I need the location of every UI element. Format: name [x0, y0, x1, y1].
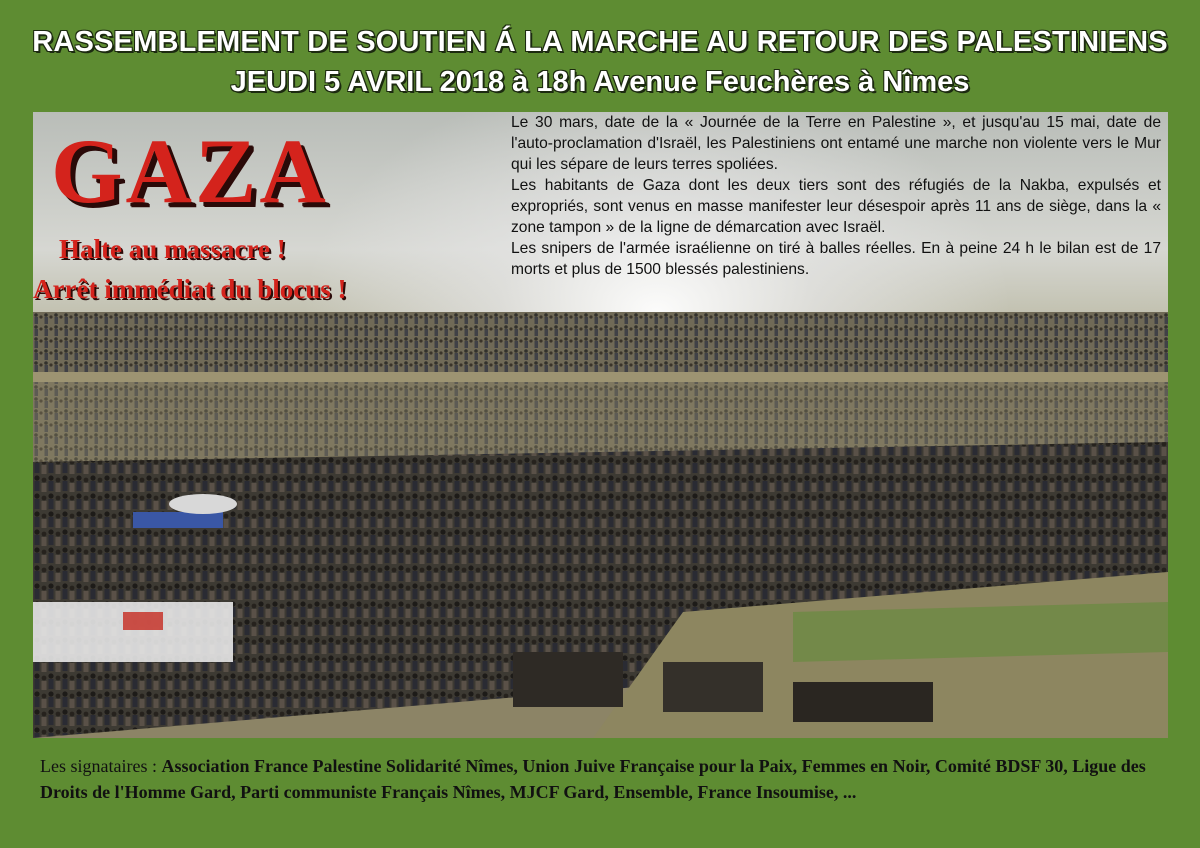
poster-header [0, 22, 1200, 102]
crowd-photo [33, 112, 1168, 738]
header-line-1: RASSEMBLEMENT DE SOUTIEN Á LA MARCHE AU RETOUR DES PALESTINIENS [32, 26, 1168, 58]
poster-title: GAZA [51, 120, 329, 222]
signatories-list: Association France Palestine Solidarité Nîmes, Union Juive Française pour la Paix, Femmes en Noir, Comité BDSF 30, Ligue des Droits de l'Homme Gard, Parti communiste Français Nîmes, MJCF Gard, Ensemble, France Insoumise, ... [40, 756, 1146, 802]
signatories [40, 753, 1170, 805]
crowd-illustration [33, 312, 1168, 738]
slogan-end-blockade: Arrêt immédiat du blocus ! [33, 274, 347, 304]
description-paragraph: Les snipers de l'armée israélienne on tiré à balles réelles. En à peine 24 h le bilan est de 17 morts et plus de 1500 blessés palestiniens. [511, 240, 1161, 278]
header-line-2: JEUDI 5 AVRIL 2018 à 18h Avenue Feuchères à Nîmes [230, 66, 970, 98]
signatories-label: Les signataires : [40, 756, 162, 776]
description-paragraph: Les habitants de Gaza dont les deux tiers sont des réfugiés de la Nakba, expulsés et expropriés, sont venus en masse manifester leur désespoir après 11 ans de siège, dans la « zone tampon » de la ligne de démarcation avec Israël. [511, 177, 1161, 236]
description-paragraph: Le 30 mars, date de la « Journée de la Terre en Palestine », et jusqu'au 15 mai, date de l'auto-proclamation d'Israël, les Palestiniens ont entamé une marche non violente vers le Mur qui les sépare de leurs terres spoliées. [511, 114, 1161, 173]
slogan-halt-massacre: Halte au massacre ! [59, 234, 286, 264]
event-description [511, 112, 1161, 280]
